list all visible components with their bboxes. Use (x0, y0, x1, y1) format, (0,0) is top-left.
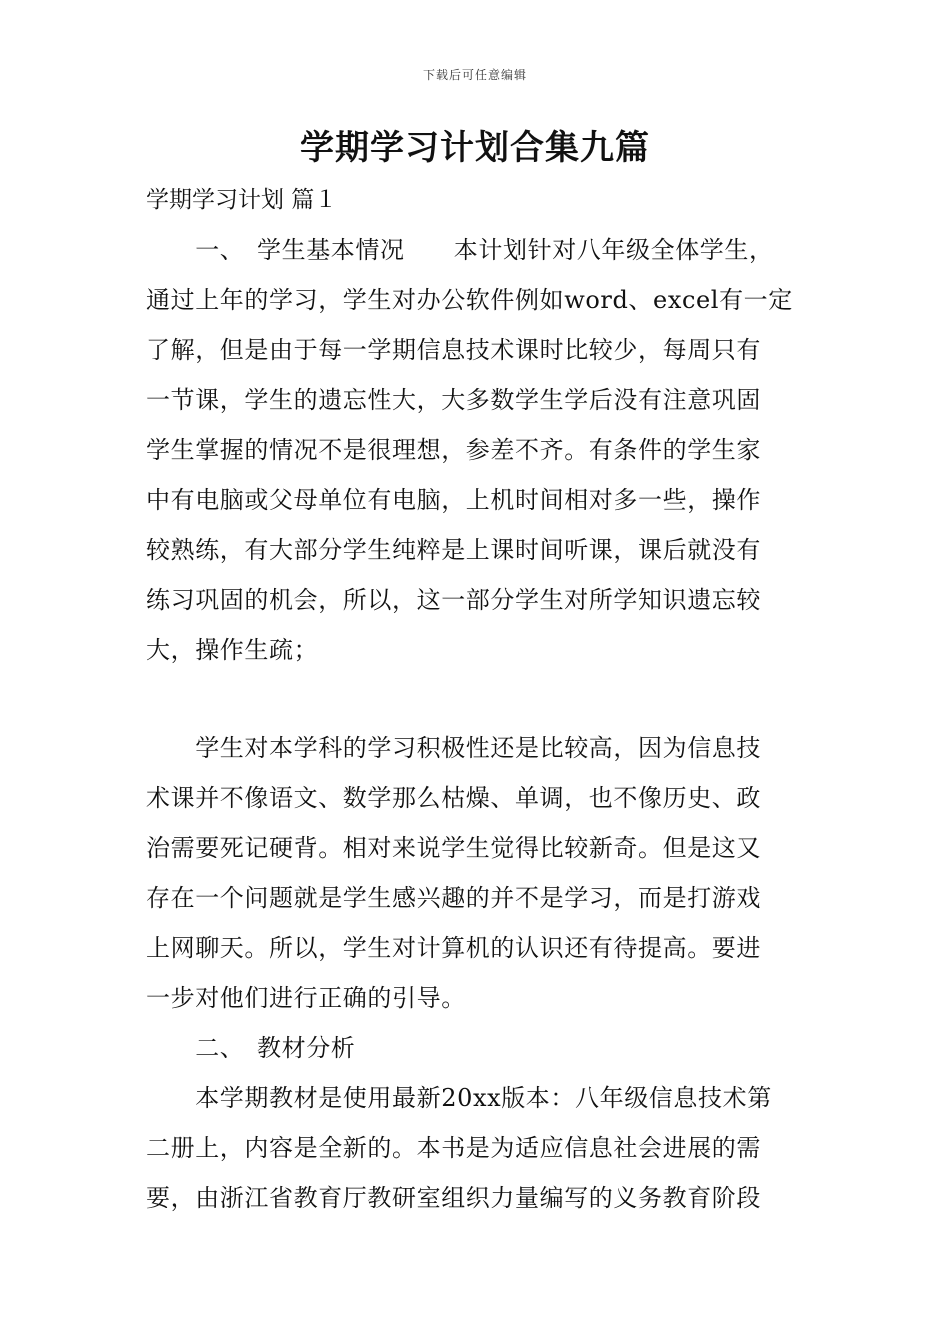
subsection-heading: 二、 教材分析 (146, 1034, 356, 1062)
paragraph-line: 通过上年的学习，学生对办公软件例如word、excel有一定 (146, 286, 793, 314)
paragraph-line: 术课并不像语文、数学那么枯燥、单调，也不像历史、政 (146, 784, 761, 812)
paragraph-line: 中有电脑或父母单位有电脑，上机时间相对多一些，操作 (146, 486, 761, 514)
paragraph-line: 一步对他们进行正确的引导。 (146, 984, 466, 1012)
paragraph-line: 治需要死记硬背。相对来说学生觉得比较新奇。但是这又 (146, 834, 761, 862)
document-title: 学期学习计划合集九篇 (300, 128, 650, 168)
paragraph-line: 一节课，学生的遗忘性大，大多数学生学后没有注意巩固 (146, 386, 761, 414)
paragraph-line: 上网聊天。所以，学生对计算机的认识还有待提高。要进 (146, 934, 761, 962)
section-heading: 学期学习计划 篇１ (146, 187, 338, 213)
paragraph-line: 学生对本学科的学习积极性还是比较高，因为信息技 (146, 734, 761, 762)
paragraph-line: 了解，但是由于每一学期信息技术课时比较少，每周只有 (146, 336, 761, 364)
paragraph-line: 练习巩固的机会，所以，这一部分学生对所学知识遗忘较 (146, 586, 761, 614)
paragraph-line: 本学期教材是使用最新20xx版本：八年级信息技术第 (146, 1084, 772, 1112)
paragraph-line: 存在一个问题就是学生感兴趣的并不是学习，而是打游戏 (146, 884, 761, 912)
paragraph-line: 较熟练，有大部分学生纯粹是上课时间听课，课后就没有 (146, 536, 761, 564)
paragraph-line: 大，操作生疏； (146, 636, 319, 664)
paragraph-line: 学生掌握的情况不是很理想，参差不齐。有条件的学生家 (146, 436, 761, 464)
header-note: 下载后可任意编辑 (422, 68, 527, 82)
paragraph-line: 要，由浙江省教育厅教研室组织力量编写的义务教育阶段 (146, 1184, 761, 1212)
paragraph-line: 一、 学生基本情况 本计划针对八年级全体学生， (146, 236, 774, 264)
paragraph-line: 二册上，内容是全新的。本书是为适应信息社会进展的需 (146, 1134, 761, 1162)
